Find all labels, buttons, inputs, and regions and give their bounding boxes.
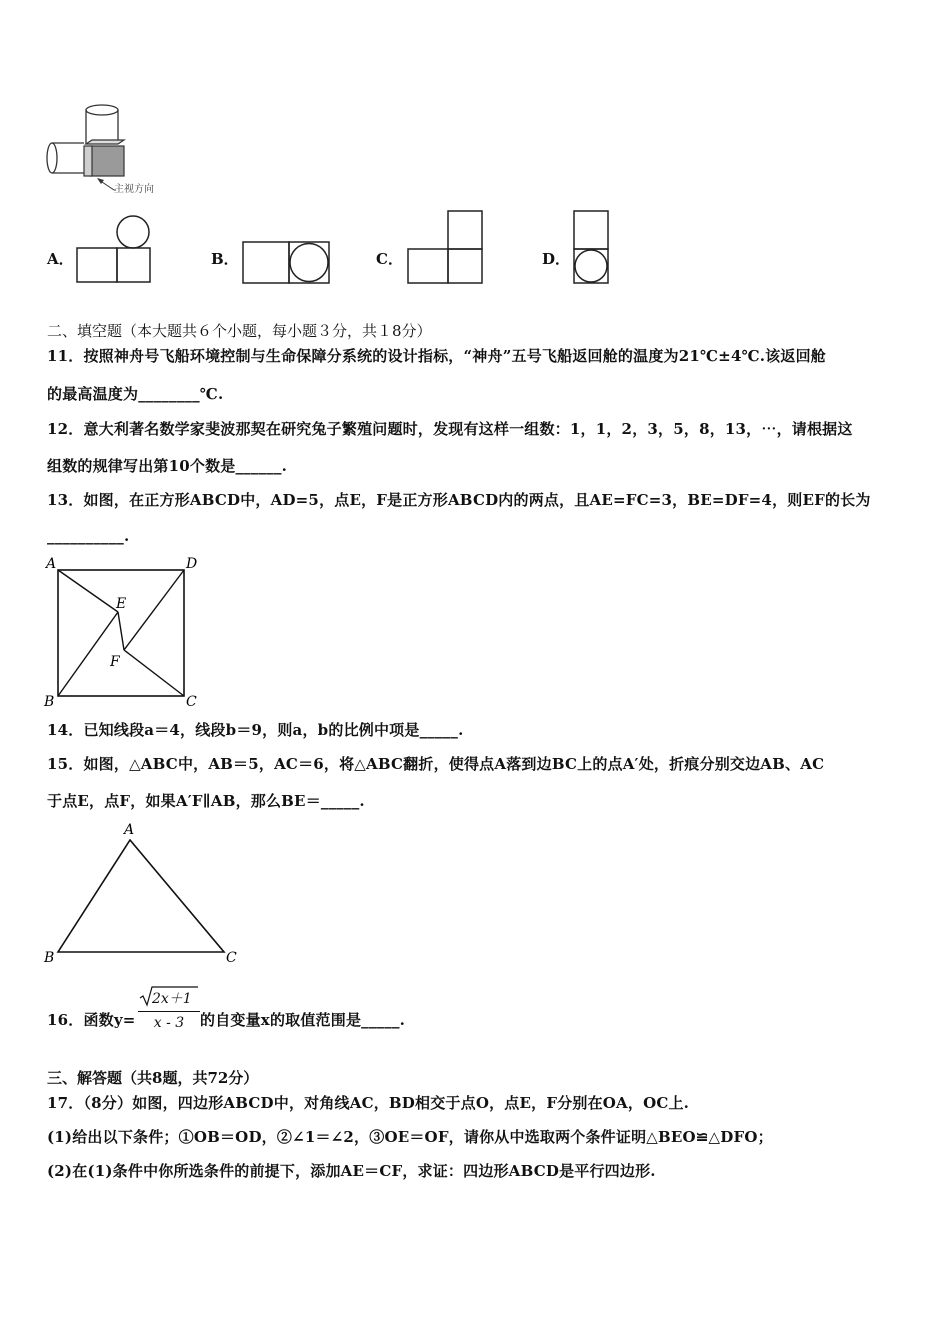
- q16-suffix: 的自变量x的取值范围是_____.: [200, 1011, 406, 1029]
- q12-line2: 组数的规律写出第10个数是______.: [47, 457, 288, 475]
- option-b-figure: [242, 241, 332, 285]
- q17-line1: 17．（8分）如图，四边形ABCD中，对角线AC，BD相交于点O，点E，F分别在OA，OC上.: [47, 1094, 690, 1112]
- q15-line1: 15．如图，△ABC中，AB＝5，AC＝6，将△ABC翻折，使得点A落到边BC上的点A′处，折痕分别交边AB、AC: [47, 755, 825, 773]
- q16-numerator: 2x＋1: [152, 991, 192, 1007]
- q11-line2: 的最高温度为________℃.: [47, 385, 224, 403]
- q13-line1: 13．如图，在正方形ABCD中，AD=5，点E，F是正方形ABCD内的两点，且AE=FC=3，BE=DF=4，则EF的长为: [47, 491, 871, 509]
- q15-line2: 于点E，点F，如果A′F∥AB，那么BE＝_____.: [47, 792, 365, 810]
- q15-label-a: A: [124, 822, 135, 838]
- q13-label-d: D: [186, 556, 198, 572]
- option-b-label: B．: [211, 250, 239, 268]
- q15-label-b: B: [44, 950, 55, 966]
- q16-fraction: [138, 985, 200, 1031]
- q13-line2: __________.: [47, 527, 130, 545]
- q16-denominator: x - 3: [153, 1015, 185, 1031]
- option-c-figure: [407, 210, 485, 286]
- q17-line2: (1)给出以下条件；①OB＝OD，②∠1＝∠2，③OE＝OF，请你从中选取两个条件证明△BEO≌△DFO；: [47, 1128, 773, 1146]
- view-direction-label: 主视方向: [114, 184, 154, 195]
- option-d-figure: [573, 210, 611, 286]
- section-2-title: 二、填空题（本大题共６个小题，每小题３分，共１8分）: [47, 322, 432, 340]
- q16-prefix: 16．函数y=: [47, 1011, 136, 1029]
- solid-figure: [44, 100, 174, 198]
- q11-line1: 11．按照神舟号飞船环境控制与生命保障分系统的设计指标，“神舟”五号飞船返回舱的温度为21℃±4℃.该返回舱: [47, 347, 826, 365]
- q12-line1: 12．意大利著名数学家斐波那契在研究兔子繁殖问题时，发现有这样一组数：1，1，2，3，5，8，13，⋯，请根据这: [47, 420, 853, 438]
- q14-line1: 14．已知线段a＝4，线段b＝9，则a，b的比例中项是_____.: [47, 721, 464, 739]
- option-a-figure: [76, 214, 152, 284]
- q13-label-f: F: [110, 654, 120, 670]
- option-d-label: D．: [542, 250, 571, 268]
- q13-square-figure: [44, 556, 204, 708]
- q13-label-b: B: [44, 694, 55, 710]
- q13-label-c: C: [186, 694, 197, 710]
- q13-label-a: A: [46, 556, 57, 572]
- q15-label-c: C: [226, 950, 237, 966]
- option-a-label: A．: [47, 250, 74, 268]
- q13-label-e: E: [116, 596, 127, 612]
- q17-line3: (2)在(1)条件中你所选条件的前提下，添加AE＝CF，求证：四边形ABCD是平行四边形.: [47, 1162, 656, 1180]
- option-c-label: C．: [376, 250, 403, 268]
- q15-triangle-figure: [44, 820, 244, 968]
- section-3-title: 三、解答题（共8题，共72分）: [47, 1069, 259, 1087]
